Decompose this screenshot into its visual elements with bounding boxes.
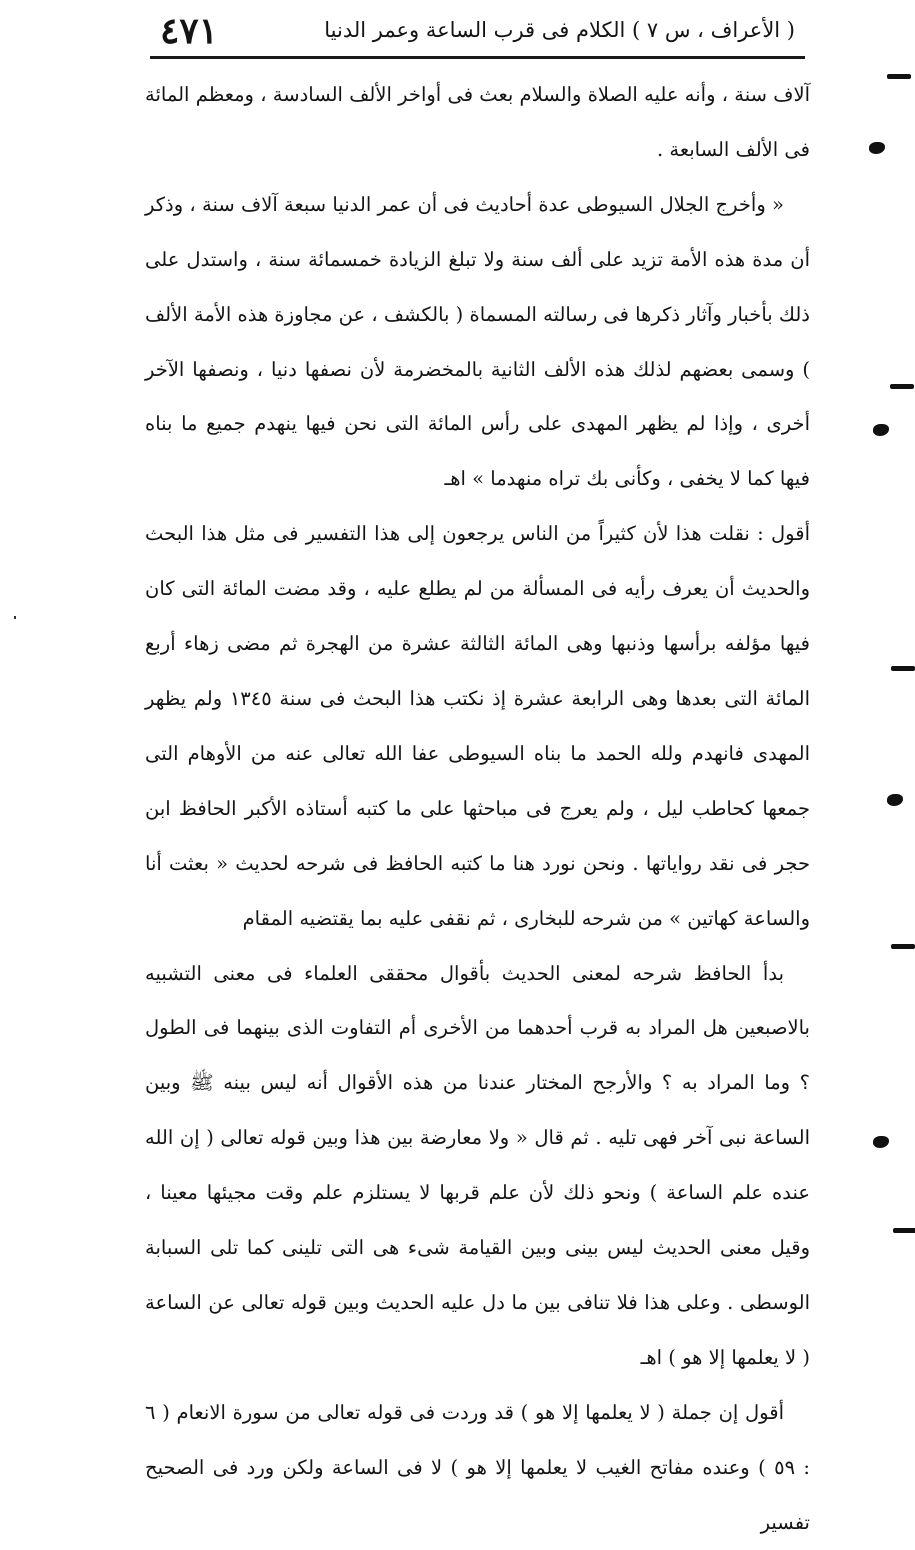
margin-mark [893,1228,915,1233]
margin-mark [891,944,915,949]
paragraph-4: بدأ الحافظ شرحه لمعنى الحديث بأقوال محققى العلماء فى معنى التشبيه بالاصبعين هل المراد به قرب أحدهما من الأخرى أم التفاوت الذى بينهما فى الطول ؟ وما المراد به ؟ والأرجح المختار عندنا من هذه الأقوال أنه ليس بينه ﷺ وبين الساعة نبى آخر فهى تليه . ثم قال « ولا معارضة بين هذا وبين قوله تعالى ( إن الله عنده علم الساعة ) ونحو ذلك لأن علم قربها لا يستلزم علم وقت مجيئها معينا ، وقيل معنى الحديث ليس بينى وبين القيامة شىء هى التى تلينى كما تلى السبابة الوسطى . وعلى هذا فلا تنافى بين ما دل عليه الحديث وبين قوله تعالى عن الساعة ( لا يعلمها إلا هو ) اهـ [145,961,810,1369]
scan-dot [14,616,16,619]
page-number: ٤٧١ [160,10,219,52]
paragraph-1: آلاف سنة ، وأنه عليه الصلاة والسلام بعث فى أواخر الألف السادسة ، ومعظم المائة فى الألف السابعة . [145,83,810,161]
paragraph-3: أقول : نقلت هذا لأن كثيراً من الناس يرجعون إلى هذا التفسير فى مثل هذا البحث والحديث أن يعرف رأيه فى المسألة من لم يطلع عليه ، وقد مضت المائة التى كان فيها مؤلفه برأسها وذنبها وهى المائة الثالثة عشرة من الهجرة ثم مضى زهاء أربع المائة التى بعدها وهى الرابعة عشرة إذ نكتب هذا البحث فى سنة ١٣٤٥ ولم يظهر المهدى فانهدم ولله الحمد ما بناه السيوطى عفا الله تعالى عنه من الأوهام التى جمعها كحاطب ليل ، ولم يعرج فى مباحثها على ما كتبه أستاذه الأكبر الحافظ ابن حجر فى نقد رواياتها . ونحن نورد هنا ما كتبه الحافظ فى شرحه لحديث « بعثت أنا والساعة كهاتين » من شرحه للبخارى ، ثم نقفى عليه بما يقتضيه المقام [145,522,811,930]
margin-mark [887,74,911,79]
paragraph-5: أقول إن جملة ( لا يعلمها إلا هو ) قد وردت فى قوله تعالى من سورة الانعام ( ٦ : ٥٩ ) وعنده مفاتح الغيب لا يعلمها إلا هو ) لا فى الساعة ولكن ورد فى الصحيح تفسير [145,1400,810,1534]
margin-mark [890,384,914,389]
paragraph-2: « وأخرج الجلال السيوطى عدة أحاديث فى أن عمر الدنيا سبعة آلاف سنة ، وذكر أن مدة هذه الأمة تزيد على ألف سنة ولا تبلغ الزيادة خمسمائة سنة ، واستدل على ذلك بأخبار وآثار ذكرها فى رسالته المسماة ( بالكشف ، عن مجاوزة هذه الأمة الألف ) وسمى بعضهم لذلك هذه الألف الثانية بالمخضرمة لأن نصفها دنيا ، ونصفها الآخر أخرى ، وإذا لم يظهر المهدى على رأس المائة التى نحن فيها ينهدم جميع ما بناه فيها كما لا يخفى ، وكأنى بك تراه منهدما » اهـ [145,192,810,491]
running-header-title: ( الأعراف ، س ٧ ) الكلام فى قرب الساعة وعمر الدنيا [324,18,795,42]
margin-mark [887,794,903,806]
body-text [145,68,810,1550]
margin-mark [869,142,885,154]
margin-mark [873,1136,889,1148]
running-header [150,12,805,56]
margin-mark [873,424,889,436]
margin-mark [891,666,915,671]
header-rule [150,56,805,59]
